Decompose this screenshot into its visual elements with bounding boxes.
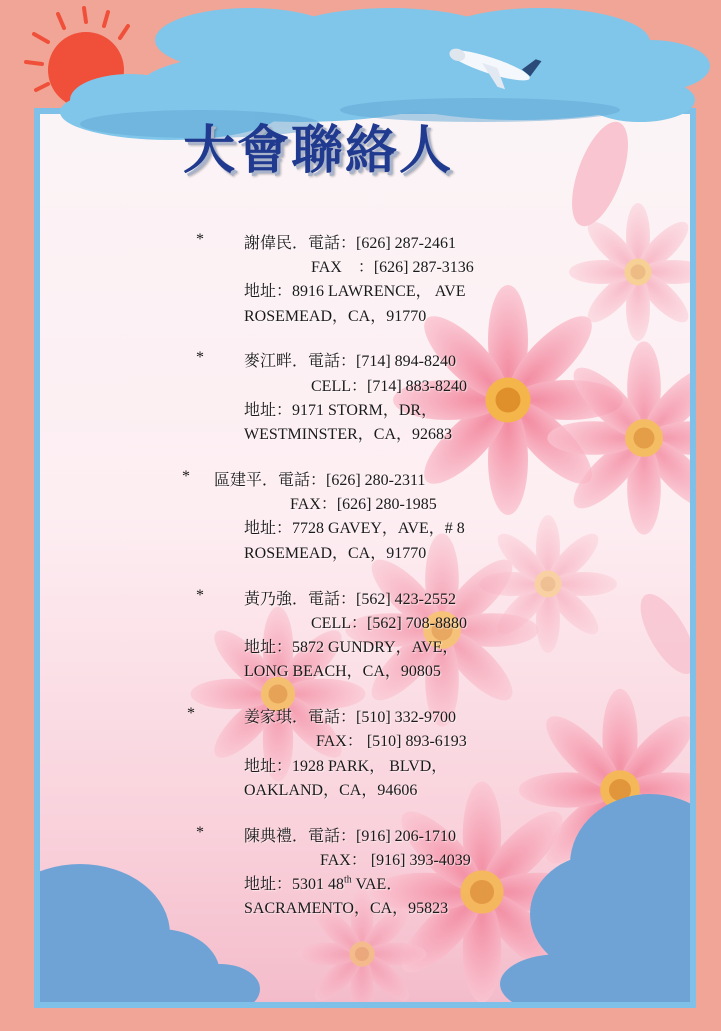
- ordinal-suffix: th: [344, 874, 352, 886]
- contact-address: 地址：8916 LAWRENCE， AVE: [244, 283, 466, 300]
- address-text: VAE．: [351, 876, 403, 893]
- bullet-icon: *: [196, 587, 204, 604]
- contact-cell: CELL：[562] 708-8880: [311, 615, 467, 632]
- contact-cell: CELL：[714] 883-8240: [311, 378, 467, 395]
- bullet-icon: *: [196, 349, 204, 366]
- contact-city: OAKLAND，CA，94606: [244, 782, 418, 799]
- contact-city: LONG BEACH，CA，90805: [244, 663, 441, 680]
- contact-fax: FAX：[626] 280-1985: [290, 496, 437, 513]
- address-text: 地址：5301 48: [244, 876, 345, 893]
- contact-city: ROSEMEAD，CA，91770: [244, 308, 427, 325]
- contact-name-phone: 陳典禮．電話：[916] 206-1710: [244, 828, 456, 845]
- contact-address: 地址：5872 GUNDRY，AVE，: [244, 639, 459, 656]
- contact-name-phone: 麥江畔．電話：[714] 894-8240: [244, 353, 456, 370]
- contact-city: ROSEMEAD，CA，91770: [244, 545, 427, 562]
- bullet-icon: *: [196, 231, 204, 248]
- contact-name-phone: 姜家琪．電話：[510] 332-9700: [244, 709, 456, 726]
- contact-fax: FAX ：[626] 287-3136: [311, 259, 474, 276]
- contact-name-phone: 區建平．電話：[626] 280-2311: [214, 472, 426, 489]
- contact-address: 地址：9171 STORM，DR，: [244, 402, 438, 419]
- contact-city: WESTMINSTER，CA，92683: [244, 426, 453, 443]
- bullet-icon: *: [187, 705, 195, 722]
- contact-name-phone: 黃乃強．電話：[562] 423-2552: [244, 591, 456, 608]
- page-title: 大會聯絡人: [183, 121, 454, 181]
- bullet-icon: *: [182, 468, 190, 485]
- contact-address: 地址：7728 GAVEY，AVE，# 8: [244, 520, 465, 537]
- contact-name-phone: 謝偉民．電話：[626] 287-2461: [244, 235, 456, 252]
- contact-fax: FAX： [510] 893-6193: [316, 733, 467, 750]
- contact-city: SACRAMENTO，CA，95823: [244, 900, 449, 917]
- contact-address: 地址：1928 PARK， BLVD，: [244, 758, 448, 775]
- bullet-icon: *: [196, 824, 204, 841]
- contact-fax: FAX： [916] 393-4039: [320, 852, 471, 869]
- contact-address: [244, 871, 402, 894]
